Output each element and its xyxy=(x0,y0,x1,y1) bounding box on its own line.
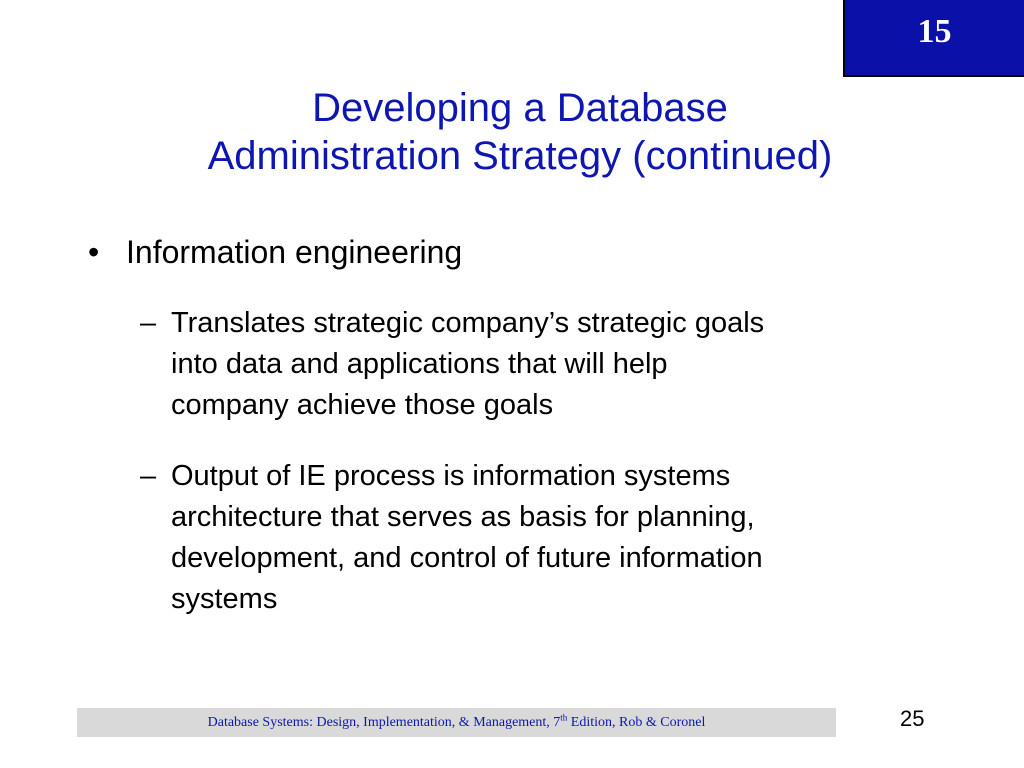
sub-bullet xyxy=(140,303,960,426)
slide-title-line-2: Administration Strategy (continued) xyxy=(207,134,833,178)
footer-text-main: Database Systems: Design, Implementation, & Management, 7 xyxy=(207,715,561,730)
footer-superscript: th xyxy=(560,712,568,723)
slide-title xyxy=(120,84,920,180)
footer-bar xyxy=(77,708,836,737)
main-bullet xyxy=(88,231,462,273)
dash-icon: – xyxy=(140,460,157,492)
main-bullet-text: Information engineering xyxy=(126,234,463,270)
chapter-number: 15 xyxy=(917,13,952,50)
slide-title-line-1: Developing a Database xyxy=(312,86,728,130)
chapter-badge xyxy=(843,0,1024,77)
footer-text-tail: Edition, Rob & Coronel xyxy=(567,715,706,730)
sub-bullet xyxy=(140,456,960,620)
sub-bullet-text: Output of IE process is information systems architecture that serves as basis for planning, development, and control of future information systems xyxy=(171,460,763,615)
bullet-dot-icon: • xyxy=(88,234,100,270)
page-number: 25 xyxy=(900,706,925,731)
sub-bullet-text: Translates strategic company’s strategic goals into data and applications that will help company achieve those goals xyxy=(171,307,765,421)
dash-icon: – xyxy=(140,307,157,339)
footer-citation xyxy=(77,714,836,732)
